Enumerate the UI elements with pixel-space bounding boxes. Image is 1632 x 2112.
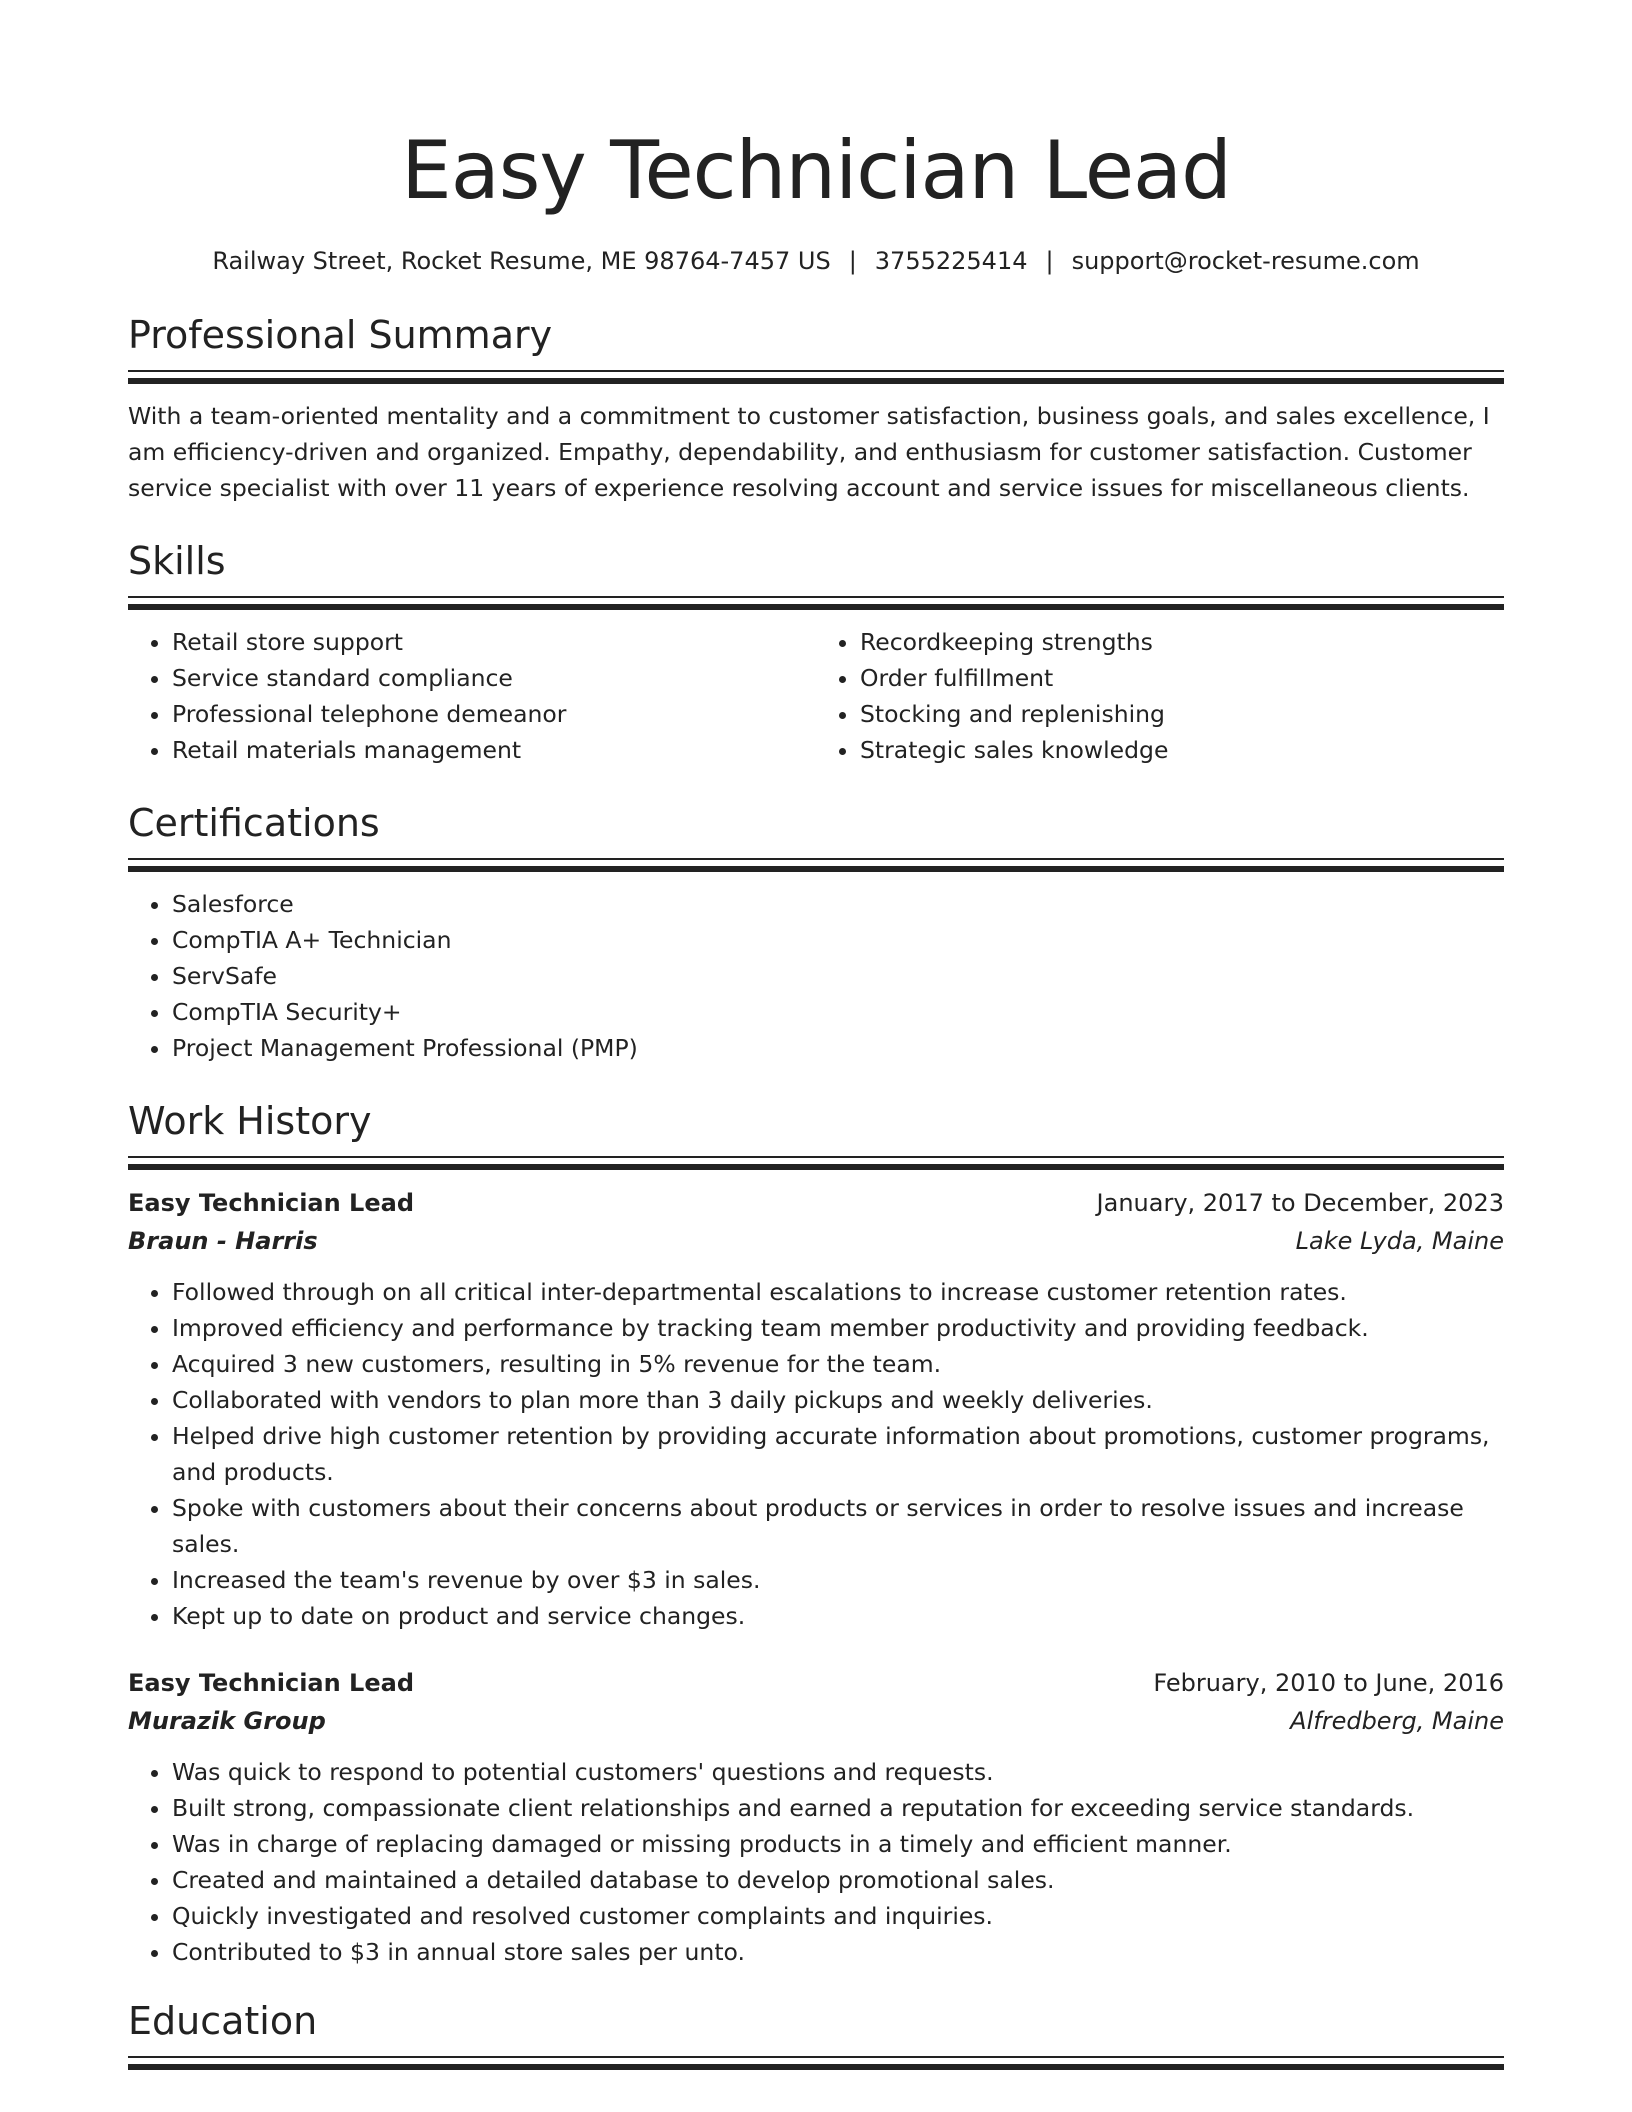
section-title-certifications: Certifications xyxy=(128,801,380,845)
contact-line xyxy=(128,244,1504,278)
skill-item: • Strategic sales knowledge xyxy=(860,732,1504,768)
contact-separator: | xyxy=(1045,247,1054,275)
skill-item: • Retail materials management xyxy=(172,732,816,768)
contact-phone: 3755225414 xyxy=(874,247,1028,275)
certifications-section xyxy=(128,798,1504,1066)
job-company: Murazik Group xyxy=(128,1707,326,1735)
certification-item: • ServSafe xyxy=(172,958,1504,994)
skill-item: • Service standard compliance xyxy=(172,660,816,696)
skills-list-left xyxy=(128,624,816,768)
job-company: Braun - Harris xyxy=(128,1227,318,1255)
job-subheader xyxy=(128,1222,1504,1260)
section-title-skills: Skills xyxy=(128,539,226,583)
job-bullet: • Was in charge of replacing damaged or missing products in a timely and efficient manner. xyxy=(172,1826,1504,1862)
section-rule xyxy=(128,2056,1504,2070)
job-bullet: • Followed through on all critical inter-departmental escalations to increase customer retention rates. xyxy=(172,1274,1504,1310)
section-title-education: Education xyxy=(128,1999,318,2043)
job-bullet: • Improved efficiency and performance by tracking team member productivity and providing feedback. xyxy=(172,1310,1504,1346)
certification-item: • Project Management Professional (PMP) xyxy=(172,1030,1504,1066)
job-location: Alfredberg, Maine xyxy=(1290,1707,1504,1735)
job-bullet: • Helped drive high customer retention by providing accurate information about promotions, customer programs, and products. xyxy=(172,1418,1504,1490)
job-bullet: • Kept up to date on product and service changes. xyxy=(172,1598,1504,1634)
job-bullets xyxy=(128,1754,1504,1970)
job-entry xyxy=(128,1184,1504,1634)
job-location: Lake Lyda, Maine xyxy=(1295,1227,1504,1255)
certification-item: • CompTIA A+ Technician xyxy=(172,922,1504,958)
job-dates: January, 2017 to December, 2023 xyxy=(1096,1189,1504,1217)
job-header xyxy=(128,1664,1504,1702)
section-rule xyxy=(128,1156,1504,1170)
work-history-section xyxy=(128,1096,1504,1970)
job-bullet: • Contributed to $3 in annual store sales per unto. xyxy=(172,1934,1504,1970)
certification-item: • CompTIA Security+ xyxy=(172,994,1504,1030)
summary-text: With a team-oriented mentality and a commitment to customer satisfaction, business goals, and sales excellence, I am efficiency-driven and organized. Empathy, dependability, and enthusiasm for customer satisfaction. Customer service specialist with over 11 years of experience resolving account and service issues for miscellaneous clients. xyxy=(128,402,1490,502)
skills-list-right xyxy=(816,624,1504,768)
job-bullet: • Collaborated with vendors to plan more than 3 daily pickups and weekly deliveries. xyxy=(172,1382,1504,1418)
section-rule xyxy=(128,858,1504,872)
skill-item: • Retail store support xyxy=(172,624,816,660)
job-dates: February, 2010 to June, 2016 xyxy=(1153,1669,1504,1697)
job-subheader xyxy=(128,1702,1504,1740)
job-bullet: • Spoke with customers about their concerns about products or services in order to resolve issues and increase sales. xyxy=(172,1490,1504,1562)
education-section xyxy=(128,1996,1504,2070)
section-title-work: Work History xyxy=(128,1099,372,1143)
job-bullet: • Created and maintained a detailed database to develop promotional sales. xyxy=(172,1862,1504,1898)
skill-item: • Recordkeeping strengths xyxy=(860,624,1504,660)
summary-section xyxy=(128,310,1504,506)
section-rule xyxy=(128,596,1504,610)
contact-address: Railway Street, Rocket Resume, ME 98764-7457 US xyxy=(212,247,831,275)
section-rule xyxy=(128,370,1504,384)
job-title: Easy Technician Lead xyxy=(128,1669,414,1697)
skill-item: • Stocking and replenishing xyxy=(860,696,1504,732)
skills-columns xyxy=(128,624,1504,768)
job-header xyxy=(128,1184,1504,1222)
job-bullet: • Acquired 3 new customers, resulting in 5% revenue for the team. xyxy=(172,1346,1504,1382)
job-entry xyxy=(128,1664,1504,1970)
job-bullet: • Quickly investigated and resolved customer complaints and inquiries. xyxy=(172,1898,1504,1934)
skill-item: • Order fulfillment xyxy=(860,660,1504,696)
job-bullet: • Was quick to respond to potential customers' questions and requests. xyxy=(172,1754,1504,1790)
certifications-list xyxy=(128,886,1504,1066)
resume-name: Easy Technician Lead xyxy=(401,124,1231,217)
skill-item: • Professional telephone demeanor xyxy=(172,696,816,732)
job-bullet: • Increased the team's revenue by over $3 in sales. xyxy=(172,1562,1504,1598)
contact-email: support@rocket-resume.com xyxy=(1071,247,1420,275)
skills-section xyxy=(128,536,1504,768)
section-title-summary: Professional Summary xyxy=(128,313,553,357)
job-bullet: • Built strong, compassionate client relationships and earned a reputation for exceeding service standards. xyxy=(172,1790,1504,1826)
contact-separator: | xyxy=(848,247,857,275)
job-bullets xyxy=(128,1274,1504,1634)
job-title: Easy Technician Lead xyxy=(128,1189,414,1217)
certification-item: • Salesforce xyxy=(172,886,1504,922)
